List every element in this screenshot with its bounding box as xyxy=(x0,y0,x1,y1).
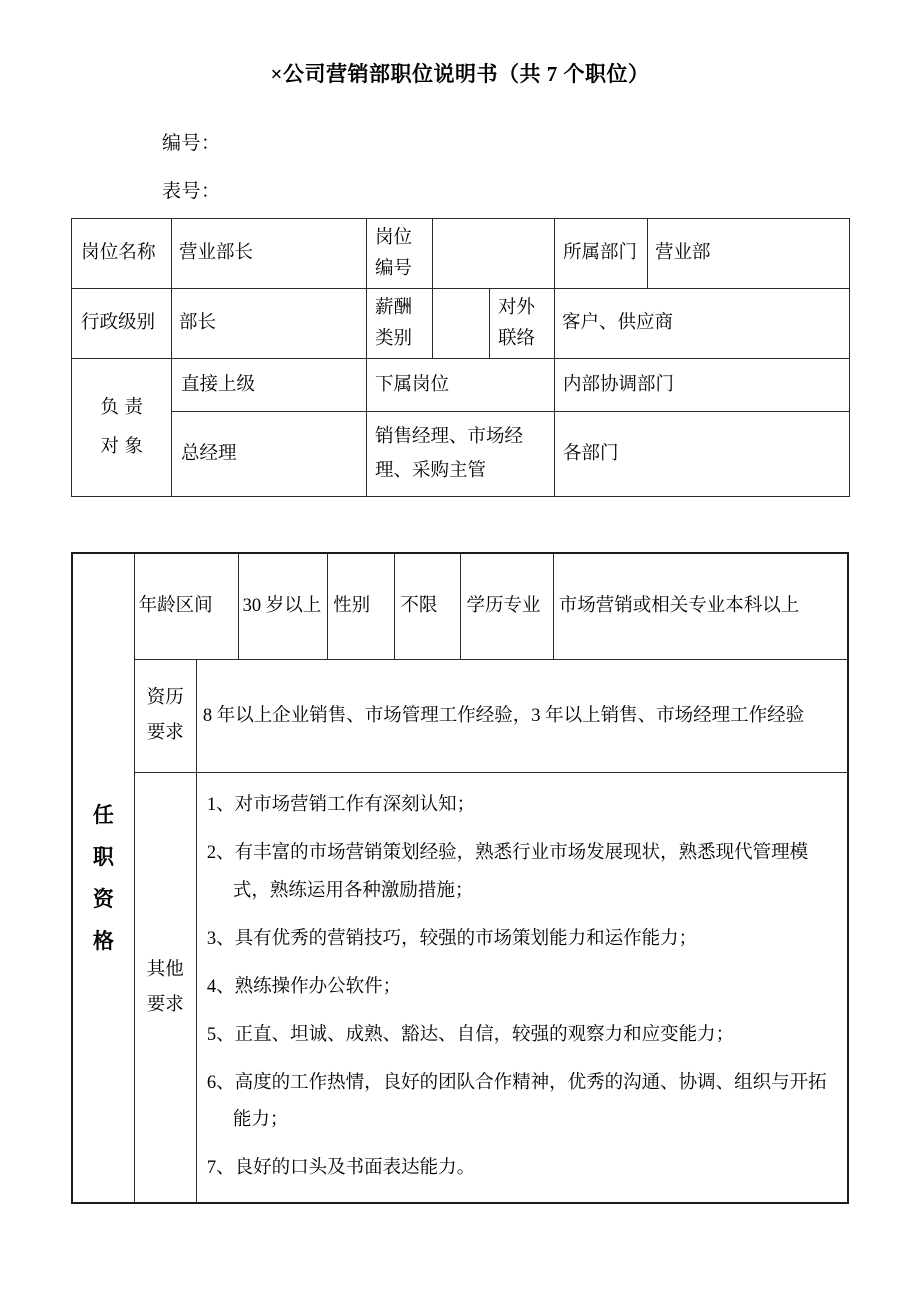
cell-coordination-value: 各部门 xyxy=(555,412,850,497)
basic-info-table xyxy=(71,218,850,497)
cell-subordinate-value: 销售经理、市场经理、采购主管 xyxy=(367,412,555,497)
cell-salary-type-value xyxy=(433,289,490,359)
table-row-responsibility-values xyxy=(72,412,850,497)
cell-position-code-value xyxy=(433,219,555,289)
cell-age-label: 年龄区间 xyxy=(135,554,239,659)
requirement-text-3: 3、具有优秀的营销技巧，较强的市场策划能力和运作能力； xyxy=(206,928,698,949)
cell-superior-value: 总经理 xyxy=(172,412,367,497)
cell-experience-label xyxy=(134,660,196,773)
cell-other-requirements-list xyxy=(196,773,848,1204)
qualification-label-char-2: 职 xyxy=(92,845,114,870)
requirement-text-1: 1、对市场营销工作有深刻认知； xyxy=(206,795,476,815)
page-title: ×公司营销部职位说明书（共 7 个职位） xyxy=(270,62,650,86)
form-number-label: 表号： xyxy=(162,181,221,202)
responsibility-label-line1: 负 责 xyxy=(100,397,144,418)
cell-position-name-label: 岗位名称 xyxy=(72,219,172,289)
cell-qualification-section-label xyxy=(72,553,134,1203)
qualification-label-char-3: 资 xyxy=(92,887,114,912)
table-row-experience xyxy=(72,660,848,773)
cell-age-value: 30 岁以上 xyxy=(238,554,349,659)
list-item xyxy=(207,835,839,911)
cell-position-code-label: 岗位编号 xyxy=(367,219,433,289)
table-row-responsibility-headers xyxy=(72,359,850,412)
list-item xyxy=(207,1150,839,1188)
table-row-other-requirements xyxy=(72,773,848,1204)
cell-coordination-header: 内部协调部门 xyxy=(555,359,850,412)
list-item xyxy=(207,787,839,825)
other-label-line1: 其他 xyxy=(146,959,184,980)
cell-gender-label: 性别 xyxy=(328,553,395,660)
cell-department-value: 营业部 xyxy=(648,219,850,289)
other-label-line2: 要求 xyxy=(146,994,184,1015)
cell-experience-value: 8 年以上企业销售、市场管理工作经验，3 年以上销售、市场经理工作经验 xyxy=(196,660,848,773)
cell-external-contact-label: 对外联络 xyxy=(490,289,555,359)
cell-superior-header: 直接上级 xyxy=(172,359,367,412)
requirement-text-5: 5、正直、坦诚、成熟、豁达、自信，较强的观察力和应变能力； xyxy=(206,1024,735,1045)
requirement-text-7: 7、良好的口头及书面表达能力。 xyxy=(206,1158,476,1179)
responsibility-label-line2: 对 象 xyxy=(100,436,144,457)
cell-external-contact-value: 客户、供应商 xyxy=(555,289,850,359)
cell-admin-level-value: 部长 xyxy=(172,289,367,359)
cell-education-label: 学历专业 xyxy=(461,553,553,660)
requirement-text-2: 2、有丰富的市场营销策划经验，熟悉行业市场发展现状，熟悉现代管理模式，熟练运用各种激励措施； xyxy=(206,842,809,901)
qualification-label-char-1: 任 xyxy=(92,803,114,828)
cell-position-name-value: 营业部长 xyxy=(172,219,367,289)
qualification-label-char-4: 格 xyxy=(92,929,114,954)
table-row-age-gender-education xyxy=(72,553,848,660)
requirement-text-6: 6、高度的工作热情，良好的团队合作精神，优秀的沟通、协调、组织与开拓能力； xyxy=(206,1072,827,1131)
cell-subordinate-header: 下属岗位 xyxy=(367,359,555,412)
cell-other-requirements-label xyxy=(134,773,196,1204)
list-item xyxy=(207,969,839,1007)
list-item xyxy=(207,1065,839,1141)
table-row-position xyxy=(72,219,850,289)
document-number-label: 编号： xyxy=(162,133,221,154)
requirement-text-4: 4、熟练操作办公软件； xyxy=(206,976,402,997)
table-row-admin-level xyxy=(72,289,850,359)
cell-education-value: 市场营销或相关专业本科以上 xyxy=(553,553,848,660)
qualification-table xyxy=(71,552,849,1204)
cell-department-label: 所属部门 xyxy=(555,219,648,289)
list-item xyxy=(207,1017,839,1055)
experience-label-text: 资历要求 xyxy=(146,687,184,743)
cell-admin-level-label: 行政级别 xyxy=(72,289,172,359)
cell-salary-type-label: 薪酬类别 xyxy=(367,289,433,359)
cell-responsibility-section-label xyxy=(72,359,172,497)
cell-gender-value: 不限 xyxy=(395,553,461,660)
list-item xyxy=(207,921,839,959)
